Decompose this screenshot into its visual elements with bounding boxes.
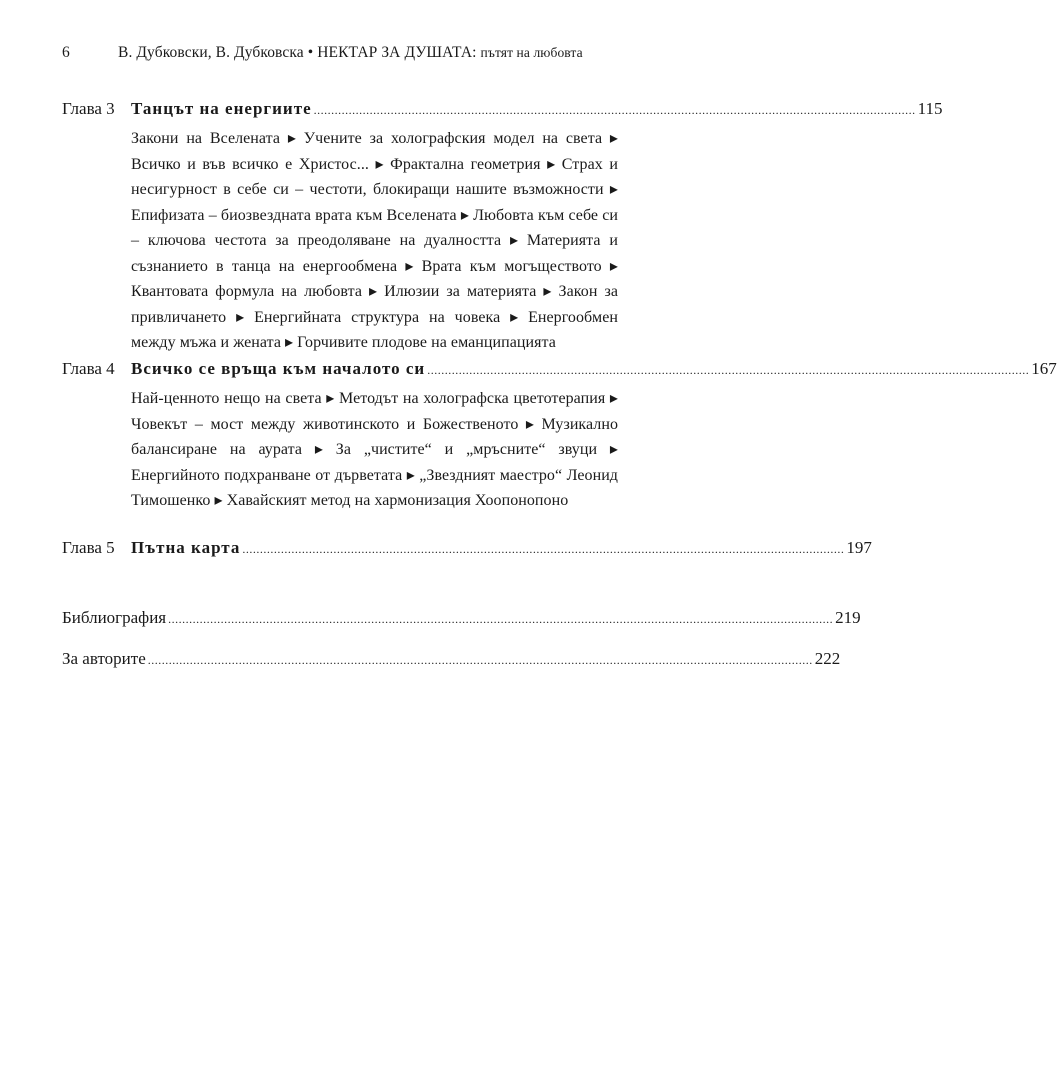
chapter-label: Глава 3: [62, 99, 115, 118]
back-matter-page: 219: [835, 608, 861, 627]
back-matter-title: За авторите: [62, 649, 146, 668]
running-head-authors: В. Дубковски, В. Дубковска •: [118, 44, 314, 61]
toc-chapter-4: [62, 356, 1057, 514]
dot-leader: ............................................................................................................................................................................: [242, 542, 845, 556]
chapter-page: 115: [917, 99, 943, 118]
toc-line[interactable]: [62, 646, 841, 673]
toc-about-authors: [62, 646, 841, 673]
chapter-summary: [131, 386, 618, 514]
toc-chapter-5: [62, 535, 872, 562]
running-head-book-subtitle: пътят на любовта: [480, 45, 583, 60]
chapter-title: Всичко се връща към началото си: [131, 359, 426, 378]
dot-leader: ..............................................................................................................................................................................................: [168, 612, 834, 626]
dot-leader: ............................................................................................................................................................................: [313, 103, 916, 117]
running-head-book-title: НЕКТАР ЗА ДУШАТА:: [317, 44, 477, 61]
running-head-text: [118, 44, 583, 62]
back-matter-title: Библиография: [62, 608, 167, 627]
toc-bibliography: [62, 605, 861, 632]
chapter-label: Глава 4: [62, 359, 115, 378]
chapter-summary-text: Закони на Вселената ▸ Учените за холографския модел на света ▸ Всичко и във всичко е Христос... ▸ Фрактална геометрия ▸ Страх и несигурност в себе си – честоти, блокиращи нашите възможности ▸ Епифизата – биозвездната врата към Вселената ▸ Любовта към себе си – ключова честота за преодоляване на дуалността ▸ Материята и съзнанието в танца на енергообмена ▸ Врата към могъществото ▸ Квантовата формула на любовта ▸ Илюзии за материята ▸ Закон за привличането ▸ Енергийната структура на човека ▸ Енергообмен между мъжа и жената ▸ Горчивите плодове на еманципацията: [131, 130, 618, 351]
toc-chapter-3: [62, 96, 943, 356]
toc-line[interactable]: [62, 356, 1057, 383]
back-matter: [62, 605, 861, 673]
toc-line[interactable]: [62, 96, 943, 123]
dot-leader: ............................................................................................................................................................................: [427, 363, 1030, 377]
chapter-title: Танцът на енергиите: [131, 99, 312, 118]
toc-line[interactable]: [62, 535, 872, 562]
chapter-page: 197: [846, 538, 872, 557]
chapter-title: Пътна карта: [131, 538, 241, 557]
page-number: 6: [62, 44, 70, 61]
chapter-page: 167: [1031, 359, 1057, 378]
chapter-summary-text: Най-ценното нещо на света ▸ Методът на холографска цветотерапия ▸ Човекът – мост между животинското и Божественото ▸ Музикално балансиране на аурата ▸ За „чистите“ и „мръсните“ звуци ▸ Енергийното подхранване от дърветата ▸ „Звездният маестро“ Леонид Тимошенко ▸ Хавайският метод на хармонизация Хоопонопоно: [131, 390, 618, 509]
chapter-summary: [131, 126, 618, 356]
back-matter-page: 222: [814, 649, 841, 668]
chapter-label: Глава 5: [62, 538, 115, 557]
toc-line[interactable]: [62, 605, 861, 632]
dot-leader: ..............................................................................................................................................................................................: [147, 653, 813, 667]
